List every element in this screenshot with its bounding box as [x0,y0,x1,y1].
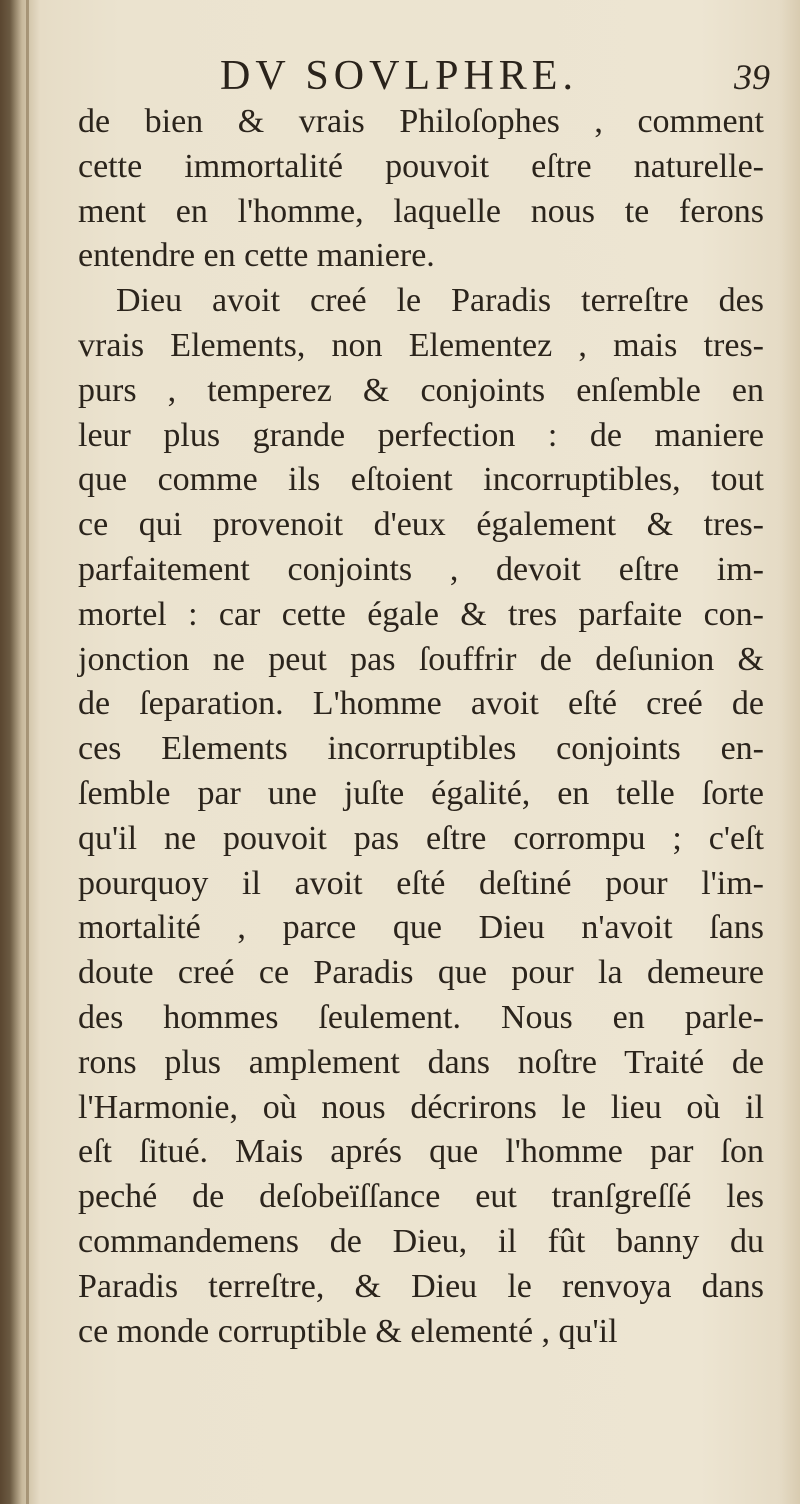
body-text [78,100,764,1354]
text-line: ment en l'homme, laquelle nous te ferons [78,192,764,230]
text-line: mortel : car cette égale & tres parfaite con- [78,595,764,633]
text-line: leur plus grande perfection : de maniere [78,416,764,454]
text-line: jonction ne peut pas ſouffrir de deſunion & [78,640,764,678]
text-line: rons plus amplement dans noſtre Traité de [78,1043,764,1081]
text-line: peché de deſobeïſſance eut tranſgreſſé les [78,1178,764,1216]
text-line: qu'il ne pouvoit pas eſtre corrompu ; c'eſt [78,819,764,857]
text-line: de ſeparation. L'homme avoit eſté creé de [78,685,764,723]
text-line: doute creé ce Paradis que pour la demeure [78,954,764,992]
text-line: purs , temperez & conjoints enſemble en [78,371,764,409]
text-line: ces Elements incorruptibles conjoints en- [78,730,764,768]
text-line: commandemens de Dieu, il fût banny du [78,1222,764,1260]
text-line: mortalité , parce que Dieu n'avoit ſans [78,909,764,947]
text-line: ce qui provenoit d'eux également & tres- [78,506,764,544]
text-line: cette immortalité pouvoit eſtre naturelle- [78,147,764,185]
text-line: des hommes ſeulement. Nous en parle- [78,998,764,1036]
text-line: de bien & vrais Philoſophes , comment [78,103,764,140]
text-line: pourquoy il avoit eſté deſtiné pour l'im- [78,864,764,902]
text-line: que comme ils eſtoient incorruptibles, tout [78,461,764,499]
page-number: 39 [734,57,770,97]
text-line: ſemble par une juſte égalité, en telle ſorte [78,774,764,812]
text-line: l'Harmonie, où nous décrirons le lieu où il [78,1088,764,1126]
text-line: parfaitement conjoints , devoit eſtre im- [78,550,764,588]
text-line: entendre en cette maniere. [78,237,435,275]
running-title: DV SOVLPHRE. [220,53,578,99]
page-header [60,52,770,102]
text-line: ce monde corruptible & elementé , qu'il [78,1312,618,1350]
text-line: eſt ſitué. Mais aprés que l'homme par ſon [78,1133,764,1171]
text-line: vrais Elements, non Elementez , mais tres- [78,326,764,364]
binding-gutter [26,0,29,1504]
text-line: Paradis terreſtre, & Dieu le renvoya dans [78,1267,764,1305]
text-line: Dieu avoit creé le Paradis terreſtre des [116,282,764,320]
